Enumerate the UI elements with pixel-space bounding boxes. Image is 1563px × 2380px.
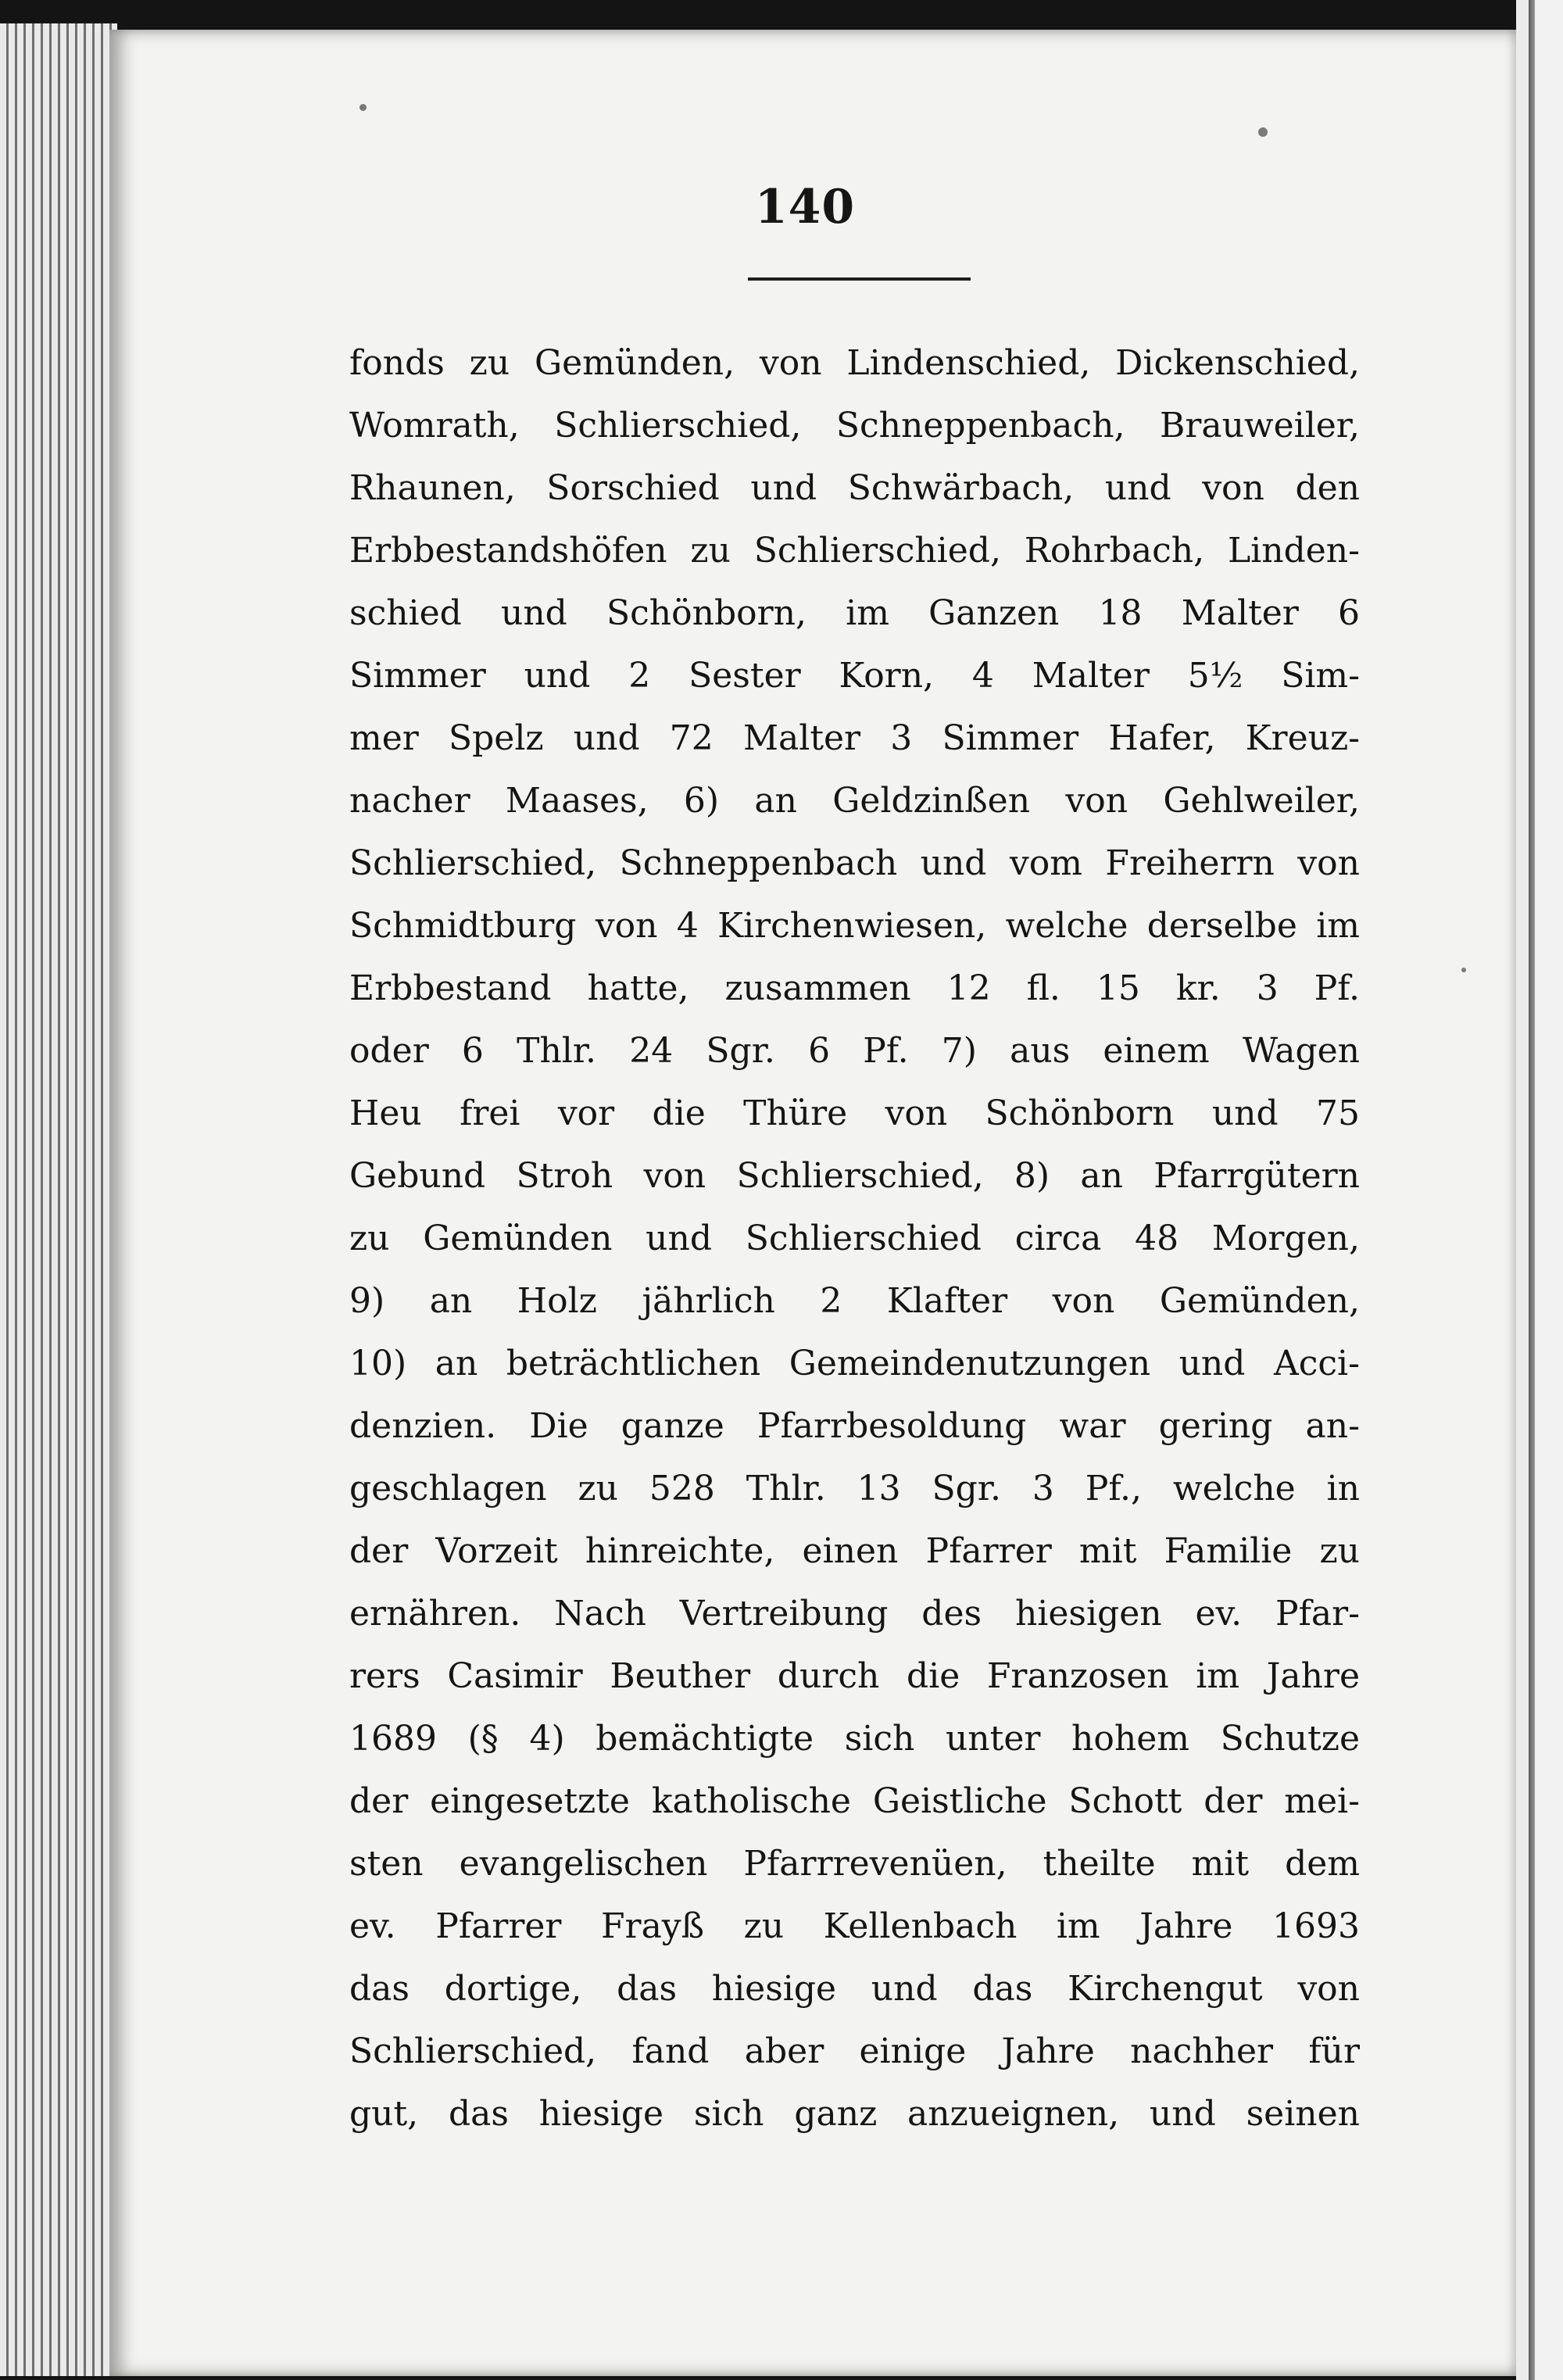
text-line: Schmidtburg von 4 Kirchenwiesen, welche derselbe im [349,906,1360,946]
paper-speck [359,104,367,111]
text-line: gut, das hiesige sich ganz anzueignen, und seinen [349,2094,1360,2134]
text-line: Womrath, Schlierschied, Schneppenbach, Brauweiler, [349,406,1360,446]
text-line: rers Casimir Beuther durch die Franzosen im Jahre [349,1656,1360,1696]
text-line: das dortige, das hiesige und das Kirchengut von [349,1969,1360,2009]
body-text [349,332,1360,2146]
book-spine-edge [1516,0,1563,2380]
text-line: schied und Schönborn, im Ganzen 18 Malter 6 [349,593,1360,633]
text-line: Gebund Stroh von Schlierschied, 8) an Pfarrgütern [349,1156,1360,1196]
text-line: mer Spelz und 72 Malter 3 Simmer Hafer, Kreuz- [349,718,1360,758]
text-line: nacher Maases, 6) an Geldzinßen von Gehlweiler, [349,781,1360,821]
text-line: sten evangelischen Pfarrrevenüen, theilte mit dem [349,1844,1360,1884]
text-line: fonds zu Gemünden, von Lindenschied, Dickenschied, [349,343,1360,383]
text-line: Erbbestand hatte, zusammen 12 fl. 15 kr. 3 Pf. [349,968,1360,1008]
header-rule [748,277,971,281]
text-line: 9) an Holz jährlich 2 Klafter von Gemünden, [349,1281,1360,1321]
page-stack-edge [0,23,117,2376]
text-line: Schlierschied, Schneppenbach und vom Freiherrn von [349,843,1360,883]
text-line: ernähren. Nach Vertreibung des hiesigen ev. Pfar- [349,1594,1360,1634]
text-line: der eingesetzte katholische Geistliche Schott der mei- [349,1781,1360,1821]
page-number: 140 [754,180,856,234]
text-line: geschlagen zu 528 Thlr. 13 Sgr. 3 Pf., welche in [349,1469,1360,1509]
text-line: Erbbestandshöfen zu Schlierschied, Rohrbach, Linden- [349,531,1360,571]
text-line: 1689 (§ 4) bemächtigte sich unter hohem Schutze [349,1719,1360,1759]
text-line: ev. Pfarrer Frayß zu Kellenbach im Jahre 1693 [349,1906,1360,1946]
paper-speck [1258,127,1268,137]
text-line: zu Gemünden und Schlierschied circa 48 Morgen, [349,1219,1360,1258]
text-line: Simmer und 2 Sester Korn, 4 Malter 5½ Sim- [349,656,1360,696]
text-line: Schlierschied, fand aber einige Jahre nachher für [349,2031,1360,2071]
text-line: Heu frei vor die Thüre von Schönborn und 75 [349,1093,1360,1133]
paper-speck [1461,968,1466,972]
text-line: Rhaunen, Sorschied und Schwärbach, und von den [349,468,1360,508]
text-line: denzien. Die ganze Pfarrbesoldung war gering an- [349,1406,1360,1446]
text-line: der Vorzeit hinreichte, einen Pfarrer mit Familie zu [349,1531,1360,1571]
text-line: oder 6 Thlr. 24 Sgr. 6 Pf. 7) aus einem Wagen [349,1031,1360,1071]
text-line: 10) an beträchtlichen Gemeindenutzungen und Acci- [349,1344,1360,1383]
